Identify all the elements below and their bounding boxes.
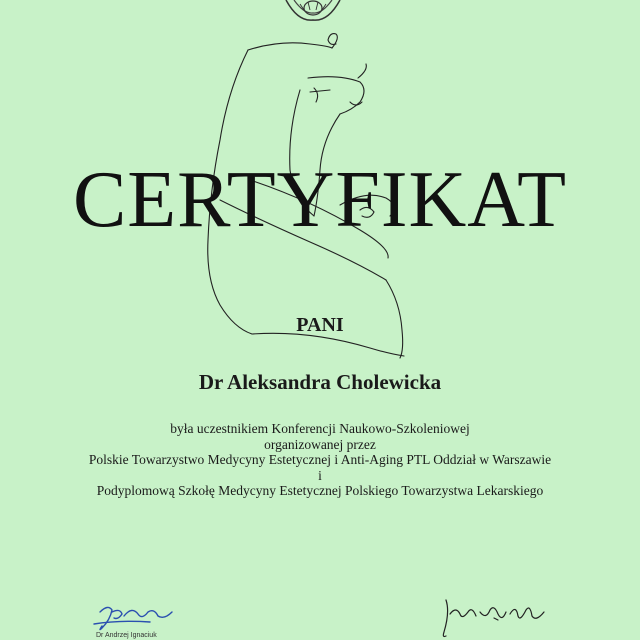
emblem-icon [278, 0, 348, 22]
signatory-left-name: Dr Andrzej Ignaciuk [96, 632, 157, 639]
signature-right [432, 592, 552, 640]
body-line: była uczestnikiem Konferencji Naukowo-Szkoleniowej [170, 421, 470, 436]
body-line: organizowanej przez [264, 436, 376, 452]
certificate-body [20, 421, 620, 499]
salutation: PANI [296, 314, 344, 336]
certificate-title: CERTYFIKAT [72, 156, 568, 244]
body-line: i [318, 467, 322, 483]
body-line: Podyplomową Szkołę Medycyny Estetycznej Polskiego Towarzystwa Lekarskiego [96, 483, 544, 498]
body-line: Polskie Towarzystwo Medycyny Estetycznej i Anti-Aging PTL Oddział w Warszawie [88, 452, 552, 467]
recipient-name: Dr Aleksandra Cholewicka [198, 370, 442, 394]
